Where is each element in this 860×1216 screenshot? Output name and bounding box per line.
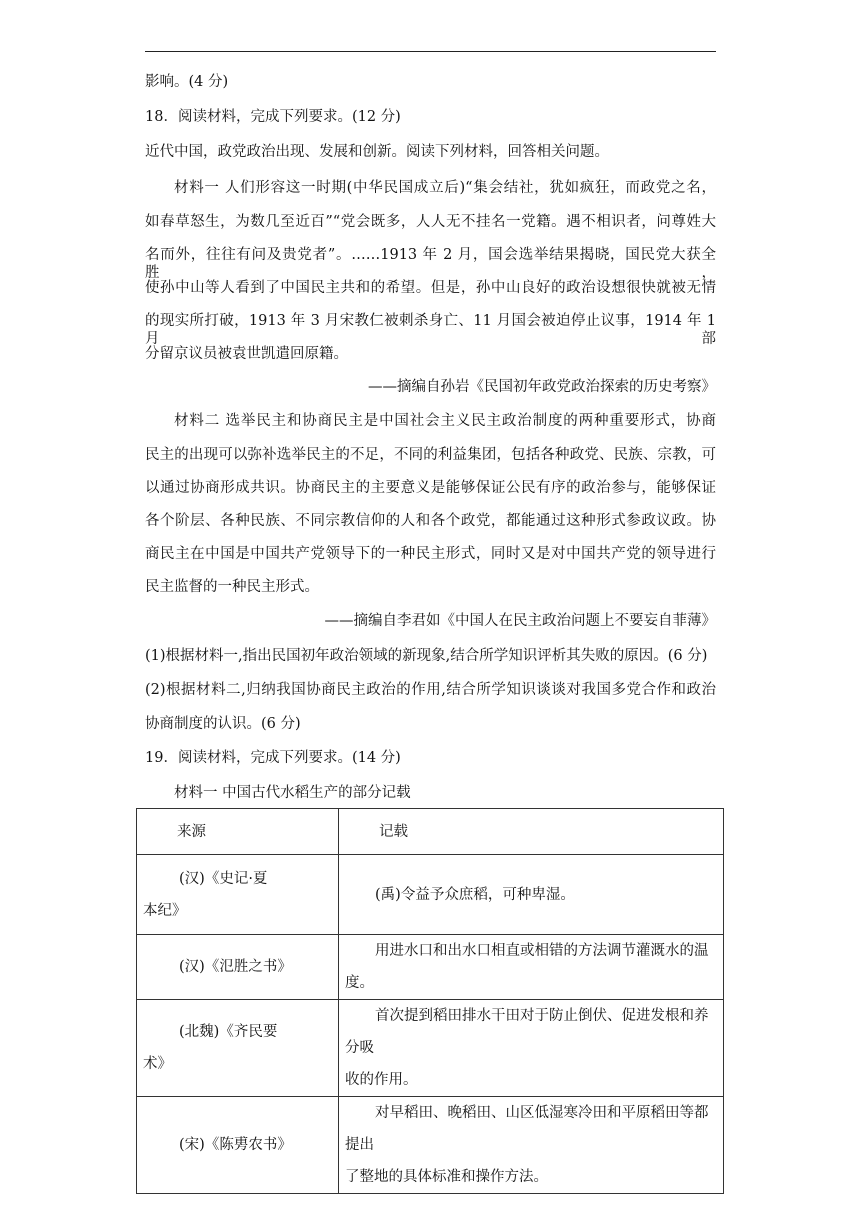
source-line: (宋)《陈旉农书》 [179,1137,292,1153]
q19-heading: 19．阅读材料，完成下列要求。(14 分) [145,750,401,766]
q18-sub-question-2: (2)根据材料二,归纳我国协商民主政治的作用,结合所学知识谈谈对我国多党合作和政治 [145,682,716,698]
q18-heading: 18．阅读材料，完成下列要求。(12 分) [145,109,401,125]
q18-material2-line: 材料二 选举民主和协商民主是中国社会主义民主政治制度的两种重要形式，协商 [174,413,716,429]
record-line: 首次提到稻田排水干田对于防止倒伏、促进发根和养分吸 [345,1008,709,1056]
q18-sub-question-2: 协商制度的认识。(6 分) [145,716,301,732]
q18-intro: 近代中国，政党政治出现、发展和创新。阅读下列材料，回答相关问题。 [145,144,609,160]
table-row [137,1000,724,1097]
table-cell-source [137,1097,339,1194]
q18-material1-source: ——摘编自孙岩《民国初年政党政治探索的历史考察》 [368,379,716,395]
table-cell-record [339,1097,724,1194]
table-header-row [137,809,724,855]
table-row [137,1097,724,1194]
source-line: 本纪》 [143,902,187,919]
q18-material2-line: 以通过协商形成共识。协商民主的主要意义是能够保证公民有序的政治参与，能够保证 [145,480,716,496]
q19-table-caption: 材料一 中国古代水稻生产的部分记载 [174,785,411,801]
source-line: (汉)《氾胜之书》 [179,959,292,975]
record-line: 收的作用。 [345,1072,418,1088]
q18-material1-line: 分留京议员被袁世凯遣回原籍。 [145,346,348,362]
q18-material2-line: 民主监督的一种民主形式。 [145,579,319,595]
table-cell-source [137,855,339,935]
record-line: 用进水口和出水口相直或相错的方法调节灌溉水的温度。 [345,943,709,991]
table-header-record: 记载 [339,809,724,855]
table-cell-record [339,855,724,935]
q18-material1-line: 的现实所打破，1913 年 3 月宋教仁被刺杀身亡、11 月国会被迫停止议事，1914 年 1 月部 [145,313,716,347]
table-row [137,855,724,935]
table-row [137,935,724,1000]
q18-material2-line: 商民主在中国是中国共产党领导下的一种民主形式，同时又是对中国共产党的领导进行 [145,546,716,562]
table-cell-record [339,935,724,1000]
rice-records-table [136,808,724,1194]
q18-sub-question-1: (1)根据材料一,指出民国初年政治领域的新现象,结合所学知识评析其失败的原因。(6 分) [145,648,708,664]
q18-material1-line: 如春草怒生，为数几至近百”“党会既多，人人无不挂名一党籍。遇不相识者，问尊姓大 [145,214,716,230]
source-line: (北魏)《齐民要 [179,1024,278,1040]
table-cell-source [137,935,339,1000]
record-line: 了整地的具体标准和操作方法。 [345,1169,548,1185]
source-line: (汉)《史记·夏 [179,870,268,887]
q18-material2-line: 各个阶层、各种民族、不同宗教信仰的人和各个政党，都能通过这种形式参政议政。协 [145,513,716,529]
table-cell-source [137,1000,339,1097]
source-line: 术》 [143,1056,172,1072]
table-cell-record [339,1000,724,1097]
q18-material1-line: 名而外，往往有问及贵党者”。……1913 年 2 月，国会选举结果揭晓，国民党大获全胜， [145,247,716,281]
previous-question-tail: 影响。(4 分) [145,74,229,90]
q18-material1-line: 使孙中山等人看到了中国民主共和的希望。但是，孙中山良好的政治设想很快就被无情 [145,280,716,296]
q18-material2-line: 民主的出现可以弥补选举民主的不足，不同的利益集团，包括各种政党、民族、宗教，可 [145,447,716,463]
record-line: (禹)令益予众庶稻，可种卑湿。 [375,886,575,903]
q18-material1-line: 材料一 人们形容这一时期(中华民国成立后)“集会结社，犹如疯狂，而政党之名， [174,180,716,196]
table-header-source: 来源 [137,809,339,855]
record-line: 对早稻田、晚稻田、山区低湿寒冷田和平原稻田等都提出 [345,1105,709,1153]
q18-material2-source: ——摘编自李君如《中国人在民主政治问题上不要妄自菲薄》 [324,613,716,629]
header-rule [145,51,716,52]
